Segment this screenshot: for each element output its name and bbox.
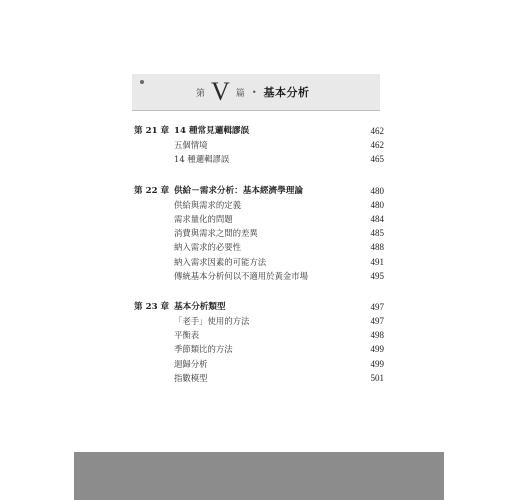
part-banner — [132, 74, 380, 111]
page-number: 488 — [370, 242, 384, 253]
section-title: 納入需求的必要性 — [174, 242, 241, 253]
section-title: 指數模型 — [174, 372, 208, 383]
section-row[interactable] — [134, 269, 384, 283]
chapter-number: 第 22 章 — [134, 185, 170, 196]
section-row[interactable] — [134, 314, 384, 328]
section-title: 平衡表 — [174, 330, 200, 341]
banner-dot — [140, 80, 144, 84]
page-number: 497 — [370, 316, 384, 327]
chapter-heading-row[interactable] — [134, 124, 384, 138]
chapter-22 — [134, 184, 384, 283]
section-title: 供給與需求的定義 — [174, 199, 241, 210]
section-row[interactable] — [134, 198, 384, 212]
section-row[interactable] — [134, 371, 384, 385]
section-title: 季節類比的方法 — [174, 344, 233, 355]
section-row[interactable] — [134, 226, 384, 240]
page-number: 495 — [370, 270, 384, 281]
section-row[interactable] — [134, 240, 384, 254]
part-suffix: 篇 — [235, 88, 245, 99]
section-row[interactable] — [134, 357, 384, 371]
page-number: 484 — [370, 213, 384, 224]
page-number: 462 — [370, 126, 384, 136]
chapter-title: 14 種常見邏輯謬誤 — [174, 126, 250, 136]
page-number: 485 — [370, 228, 384, 239]
part-numeral: V — [211, 77, 230, 106]
part-title: 基本分析 — [263, 86, 310, 99]
section-title: 五個情境 — [174, 140, 208, 151]
chapter-heading-row[interactable] — [134, 300, 384, 314]
section-title: 納入需求因素的可能方法 — [174, 256, 267, 267]
chapter-title: 基本分析類型 — [174, 301, 226, 312]
page-number: 465 — [370, 154, 384, 165]
page-number: 499 — [370, 358, 384, 369]
section-title: 14 種邏輯謬誤 — [174, 154, 230, 165]
page-number: 462 — [370, 140, 384, 151]
page-number: 491 — [370, 256, 384, 267]
section-title: 傳統基本分析何以不適用於黃金市場 — [174, 270, 308, 281]
section-title: 「老手」使用的方法 — [174, 316, 250, 327]
section-row[interactable] — [134, 152, 384, 166]
page-number: 480 — [370, 199, 384, 210]
section-title: 迴歸分析 — [174, 358, 208, 369]
banner-bullet: • — [251, 87, 257, 97]
page-number: 480 — [370, 185, 384, 196]
part-prefix: 第 — [196, 88, 206, 99]
page-footer-band — [74, 452, 444, 500]
page-number: 499 — [370, 344, 384, 355]
section-title: 需求量化的問題 — [174, 213, 233, 224]
section-row[interactable] — [134, 138, 384, 152]
page-number: 501 — [370, 372, 384, 383]
page-number: 498 — [370, 330, 384, 341]
section-row[interactable] — [134, 212, 384, 226]
section-row[interactable] — [134, 342, 384, 356]
chapter-number: 第 23 章 — [134, 301, 170, 312]
part-heading — [196, 74, 310, 110]
chapter-heading-row[interactable] — [134, 184, 384, 198]
section-row[interactable] — [134, 255, 384, 269]
section-title: 消費與需求之間的差異 — [174, 228, 258, 239]
table-of-contents — [134, 124, 384, 402]
page-number: 497 — [370, 301, 384, 312]
chapter-title: 供給－需求分析：基本經濟學理論 — [174, 185, 303, 196]
chapter-number: 第 21 章 — [134, 126, 170, 136]
chapter-23 — [134, 300, 384, 385]
chapter-21 — [134, 124, 384, 167]
section-row[interactable] — [134, 328, 384, 342]
